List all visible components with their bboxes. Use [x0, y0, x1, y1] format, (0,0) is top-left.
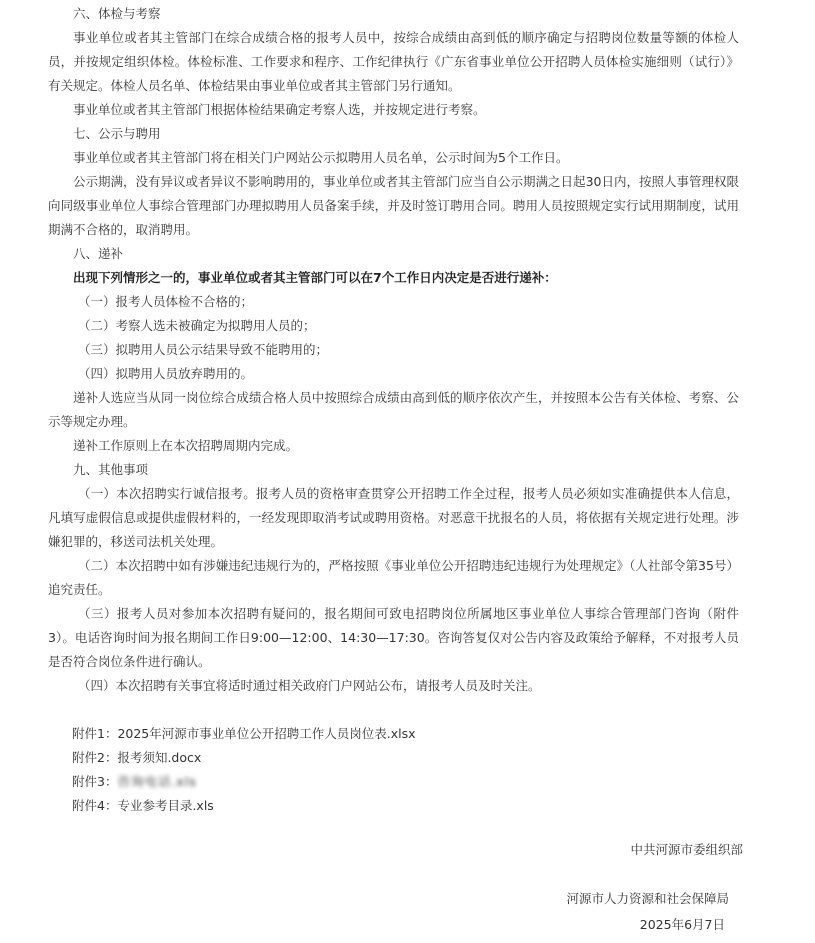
paragraph: 递补人选应当从同一岗位综合成绩合格人员中按照综合成绩由高到低的顺序依次产生，并按照本公告有关体检、考察、公示等规定办理。 — [48, 390, 739, 429]
list-item: （四）拟聘用人员放弃聘用的。 — [78, 366, 254, 381]
section-heading: 九、其他事项 — [73, 462, 149, 477]
attachment-item — [48, 746, 739, 770]
attachment-item — [48, 794, 739, 818]
paragraph: 事业单位或者其主管部门在综合成绩合格的报考人员中，按综合成绩由高到低的顺序确定与招聘岗位数量等额的体检人员，并按规定组织体检。体检标准、工作要求和程序、工作纪律执行《广东省事业单位公开招聘人员体检实施细则（试行）》有关规定。体检人员名单、体检结果由事业单位或者其主管部门另行通知。 — [48, 30, 739, 93]
attachment-link[interactable]: 2025年河源市事业单位公开招聘工作人员岗位表.xlsx — [117, 726, 416, 741]
attachment-link[interactable]: 咨询电话.xls — [117, 774, 197, 789]
paragraph: （三）报考人员对参加本次招聘有疑问的，报名期间可致电招聘岗位所属地区事业单位人事综合管理部门咨询（附件3）。电话咨询时间为报名期间工作日9:00—12:00、14:30—17:30。咨询答复仅对公告内容及政策给予解释，不对报考人员是否符合岗位条件进行确认。 — [48, 606, 739, 669]
paragraph: （四）本次招聘有关事宜将适时通过相关政府门户网站公布，请报考人员及时关注。 — [78, 678, 541, 693]
paragraph: 公示期满，没有异议或者异议不影响聘用的，事业单位或者其主管部门应当自公示期满之日起30日内，按照人事管理权限向同级事业单位人事综合管理部门办理拟聘用人员备案手续，并及时签订聘用合同。聘用人员按照规定实行试用期制度，试用期满不合格的，取消聘用。 — [48, 174, 739, 237]
list-item: （一）报考人员体检不合格的； — [78, 294, 254, 309]
signature-org-2: 河源市人力资源和社会保障局 — [566, 891, 729, 906]
attachment-item — [48, 770, 739, 794]
section-heading: 六、体检与考察 — [73, 6, 161, 21]
bold-paragraph: 出现下列情形之一的，事业单位或者其主管部门可以在7个工作日内决定是否进行递补： — [73, 270, 557, 285]
paragraph: （二）本次招聘中如有涉嫌违纪违规行为的，严格按照《事业单位公开招聘违纪违规行为处理规定》（人社部令第35号）追究责任。 — [48, 558, 739, 597]
attachment-label: 附件1： — [72, 726, 118, 741]
attachment-label: 附件2： — [72, 750, 118, 765]
attachment-label: 附件3： — [72, 774, 118, 789]
attachment-item — [48, 722, 739, 746]
signature-date: 2025年6月7日 — [639, 917, 725, 932]
attachment-link[interactable]: 专业参考目录.xls — [117, 798, 214, 813]
attachment-label: 附件4： — [72, 798, 118, 813]
section-heading: 七、公示与聘用 — [73, 126, 161, 141]
list-item: （三）拟聘用人员公示结果导致不能聘用的； — [78, 342, 329, 357]
attachment-link[interactable]: 报考须知.docx — [117, 750, 202, 765]
paragraph: 事业单位或者其主管部门将在相关门户网站公示拟聘用人员名单，公示时间为5个工作日。 — [73, 150, 569, 165]
list-item: （二）考察人选未被确定为拟聘用人员的； — [78, 318, 316, 333]
paragraph: （一）本次招聘实行诚信报考。报考人员的资格审查贯穿公开招聘工作全过程，报考人员必须如实准确提供本人信息，凡填写虚假信息或提供虚假材料的，一经发现即取消考试或聘用资格。对恶意干扰报名的人员，将依据有关规定进行处理。涉嫌犯罪的，移送司法机关处理。 — [48, 486, 739, 549]
section-heading: 八、递补 — [73, 246, 124, 261]
signature-org-1: 中共河源市委组织部 — [630, 842, 743, 857]
paragraph: 递补工作原则上在本次招聘周期内完成。 — [73, 438, 299, 453]
paragraph: 事业单位或者其主管部门根据体检结果确定考察人选，并按规定进行考察。 — [73, 102, 486, 117]
